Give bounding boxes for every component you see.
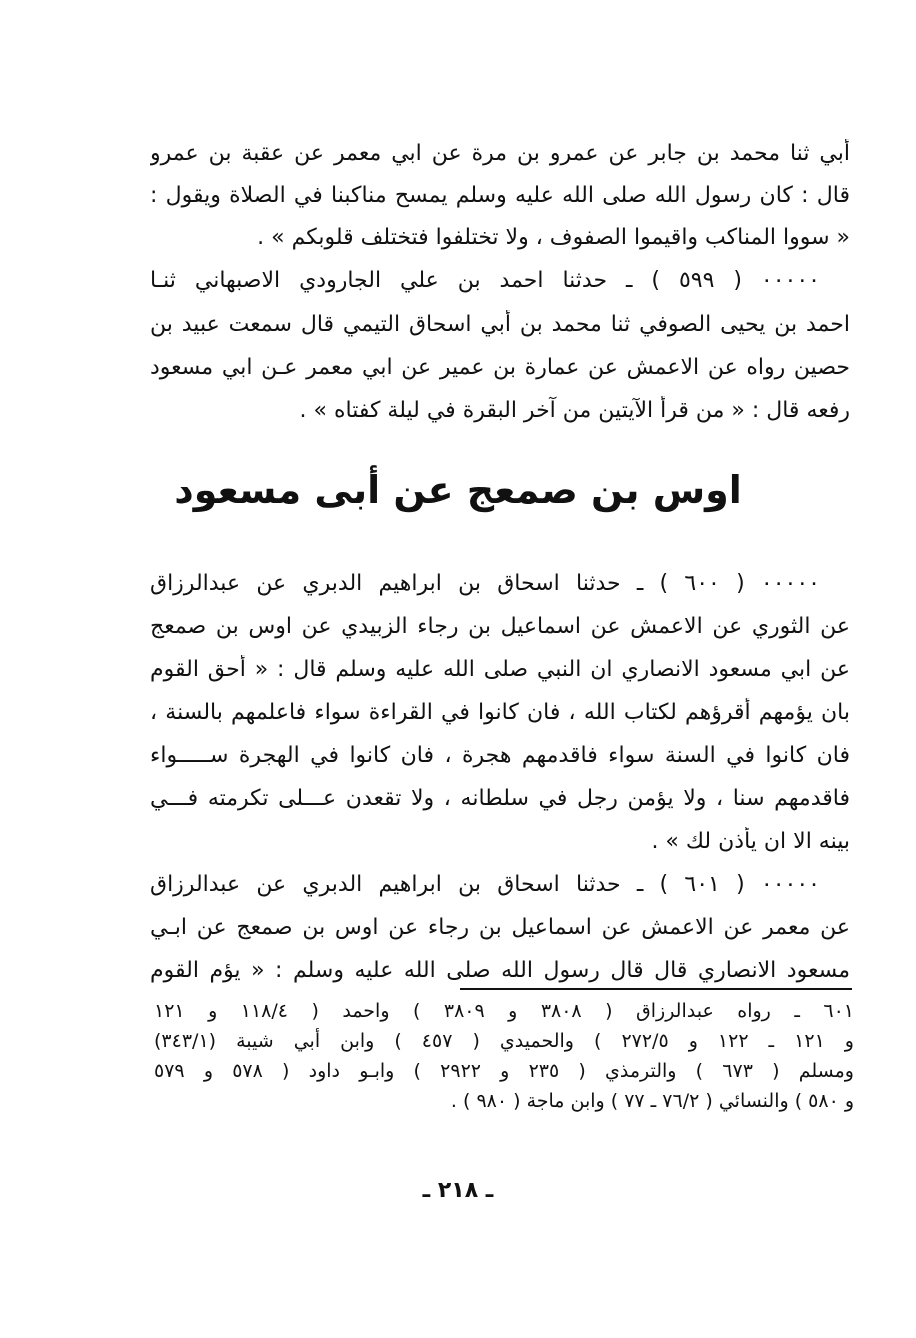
footnote-line: و ٥٨٠ ) والنسائي ( ٧٦/٢ ـ ٧٧ ) وابن ماجة ( ٩٨٠ ) .	[450, 1090, 854, 1112]
footnote-line: ومسلم ( ٦٧٣ ) والترمذي ( ٢٣٥ و ٢٩٢٢ ) وابـو داود ( ٥٧٨ و ٥٧٩	[154, 1060, 854, 1082]
hadith-601-line: ٠٠٠٠٠ ( ٦٠١ ) ـ حدثنا اسحاق بن ابراهيم الدبري عن عبدالرزاق	[150, 872, 820, 897]
text-line: فاقدمهم سنا ، ولا يؤمن رجل في سلطانه ، ولا تقعدن عـــلى تكرمته فـــي	[150, 786, 850, 811]
hadith-600-line: ٠٠٠٠٠ ( ٦٠٠ ) ـ حدثنا اسحاق بن ابراهيم الدبري عن عبدالرزاق	[150, 571, 820, 596]
text-line: « سووا المناكب واقيموا الصفوف ، ولا تختلفوا فتختلف قلوبكم » .	[257, 225, 850, 250]
page-number: ـ ٢١٨ ـ	[422, 1178, 494, 1203]
text-line: قال : كان رسول الله صلى الله عليه وسلم يمسح مناكبنا في الصلاة ويقول :	[150, 183, 850, 208]
footnote-line: ٦٠١ ـ رواه عبدالرزاق ( ٣٨٠٨ و ٣٨٠٩ ) واحمد ( ١١٨/٤ و ١٢١	[154, 1000, 854, 1022]
text-line: عن الثوري عن الاعمش عن اسماعيل بن رجاء الزبيدي عن اوس بن صمعج	[150, 614, 850, 639]
footnote-line: و ١٢١ ـ ١٢٢ و ٢٧٢/٥ ) والحميدي ( ٤٥٧ ) وابن أبي شيبة (٣٤٣/١)	[154, 1030, 854, 1052]
text-line: بينه الا ان يأذن لك » .	[651, 829, 850, 854]
footnote-divider	[460, 988, 852, 990]
text-line: حصين رواه عن الاعمش عن عمارة بن عمير عن ابي معمر عـن ابي مسعود	[150, 355, 850, 380]
section-heading: اوس بن صمعج عن أبى مسعود	[174, 468, 742, 512]
text-line: احمد بن يحيى الصوفي ثنا محمد بن أبي اسحاق التيمي قال سمعت عبيد بن	[150, 312, 850, 337]
text-line: عن ابي مسعود الانصاري ان النبي صلى الله عليه وسلم قال : « أحق القوم	[150, 657, 850, 682]
text-line: مسعود الانصاري قال قال رسول الله صلى الله عليه وسلم : « يؤم القوم	[150, 958, 850, 983]
text-line: فان كانوا في السنة سواء فاقدمهم هجرة ، فان كانوا في الهجرة ســـــواء	[150, 743, 850, 768]
text-line: بان يؤمهم أقرؤهم لكتاب الله ، فان كانوا في القراءة سواء فاعلمهم بالسنة ،	[150, 700, 850, 725]
hadith-599-line: ٠٠٠٠٠ ( ٥٩٩ ) ـ حدثنا احمد بن علي الجارودي الاصبهاني ثنـا	[150, 268, 820, 293]
text-line: رفعه قال : « من قرأ الآيتين من آخر البقرة في ليلة كفتاه » .	[299, 398, 850, 423]
text-line: عن معمر عن الاعمش عن اسماعيل بن رجاء عن اوس بن صمعج عن ابـي	[150, 915, 850, 940]
text-line: أبي ثنا محمد بن جابر عن عمرو بن مرة عن ابي معمر عن عقبة بن عمرو	[150, 141, 850, 166]
